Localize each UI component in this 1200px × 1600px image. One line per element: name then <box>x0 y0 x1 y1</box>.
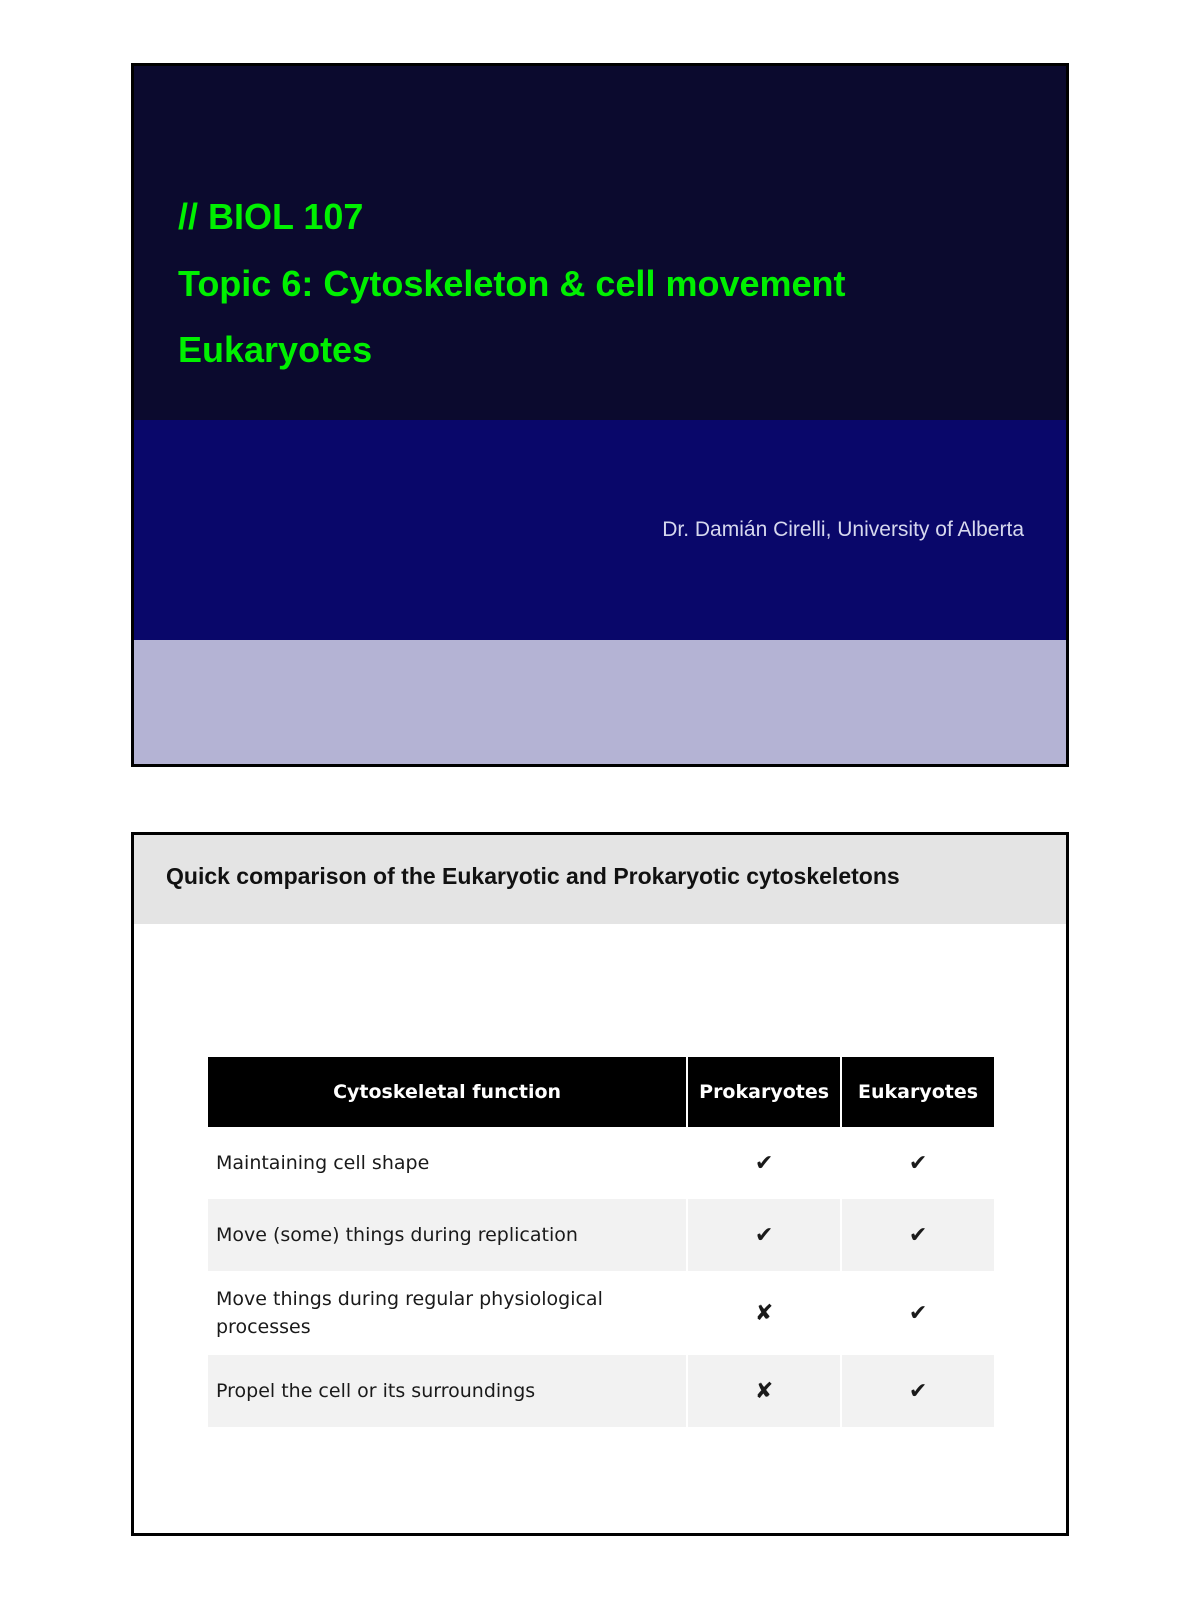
slide-header <box>134 835 1066 924</box>
course-code: // BIOL 107 <box>178 196 364 237</box>
cross-icon: ✘ <box>686 1271 840 1355</box>
function-cell: Move things during regular physiological processes <box>216 1287 603 1338</box>
check-icon: ✔ <box>840 1199 994 1271</box>
comparison-slide <box>131 832 1069 1536</box>
table-row <box>208 1355 994 1427</box>
header-function: Cytoskeletal function <box>208 1057 686 1127</box>
check-icon: ✔ <box>840 1355 994 1427</box>
slide-title: Quick comparison of the Eukaryotic and Prokaryotic cytoskeletons <box>166 863 900 889</box>
author-credit: Dr. Damián Cirelli, University of Alberta <box>662 518 1024 541</box>
header-prokaryotes: Prokaryotes <box>686 1057 840 1127</box>
table-row <box>208 1271 994 1355</box>
check-icon: ✔ <box>840 1127 994 1199</box>
table-row <box>208 1199 994 1271</box>
function-cell: Maintaining cell shape <box>216 1151 430 1174</box>
title-slide <box>131 63 1069 767</box>
table-header-row <box>208 1057 994 1127</box>
topic-subtitle: Eukaryotes <box>178 329 373 370</box>
check-icon: ✔ <box>840 1271 994 1355</box>
function-cell: Move (some) things during replication <box>208 1199 686 1271</box>
function-cell: Propel the cell or its surroundings <box>208 1355 686 1427</box>
topic-title: Topic 6: Cytoskeleton & cell movement <box>178 263 846 304</box>
header-eukaryotes: Eukaryotes <box>840 1057 994 1127</box>
check-icon: ✔ <box>686 1127 840 1199</box>
table-row <box>208 1127 994 1199</box>
check-icon: ✔ <box>686 1199 840 1271</box>
cross-icon: ✘ <box>686 1355 840 1427</box>
comparison-table <box>208 1057 994 1427</box>
